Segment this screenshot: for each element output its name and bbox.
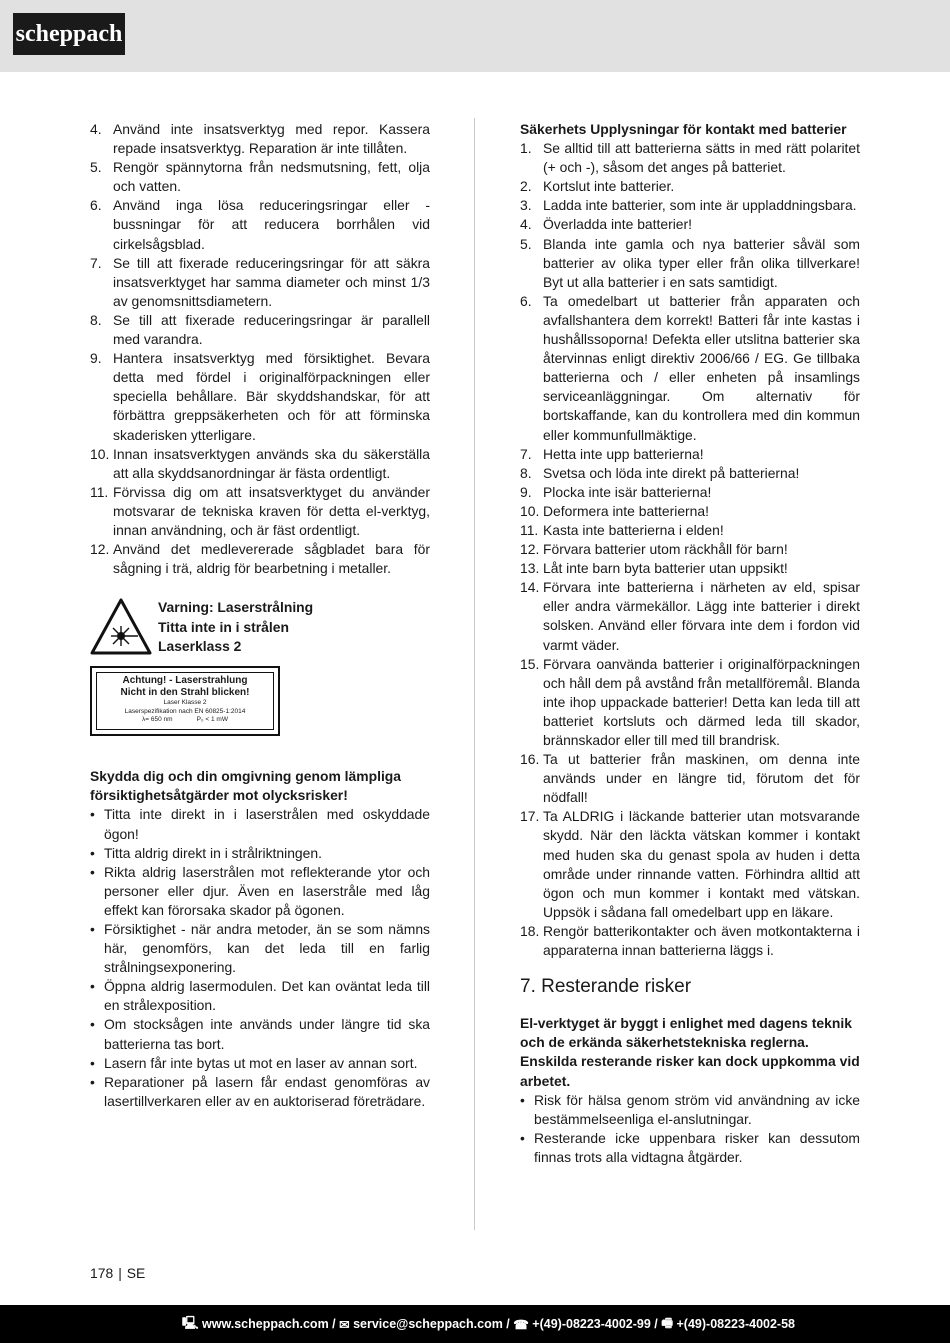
list-item: • Rikta aldrig laserstrålen mot reflekterande ytor och personer eller djur. Även en laserstråle med låg effekt kan förorsaka skador på ögonen. xyxy=(90,863,430,918)
list-item: • Om stocksågen inte används under längre tid ska batterierna tas bort. xyxy=(90,1016,430,1052)
mail-icon: ✉ xyxy=(339,1317,354,1332)
battery-safety-list xyxy=(520,139,860,960)
list-item: 1. Se alltid till att batterierna sätts in med rätt polaritet (+ och -), såsom det anges på batteriet. xyxy=(520,140,860,176)
list-item: 5. Rengör spännytorna från nedsmutsning, fett, olja och vatten. xyxy=(90,159,430,195)
fax-icon: 🖷 xyxy=(661,1315,677,1330)
battery-safety-heading: Säkerhets Upplysningar för kontakt med batterier xyxy=(520,121,847,137)
list-item: • Risk för hälsa genom ström vid användning av icke bestämmelseenliga el-anslutningar. xyxy=(520,1091,860,1127)
left-column xyxy=(90,120,430,1111)
list-item: 8. Se till att fixerade reduceringsringar är parallell med varandra. xyxy=(90,311,430,348)
list-item: 15. Förvara oanvända batterier i originalförpackningen och håll dem på avstånd från metallföremål. Blanda inte ihop uppackade batterier! Detta kan leda till att batteriet kortsluts och därmed leda till skador, brännskador eller till med till brandrisk. xyxy=(520,655,860,748)
residual-risk-bullets xyxy=(520,1091,860,1167)
list-item: 5. Blanda inte gamla och nya batterier såväl som batterier av olika typer eller från olika tillverkare! Byt ut alla batterier i en sats samtidigt. xyxy=(520,235,860,290)
list-item: 6. Ta omedelbart ut batterier från apparaten och avfallshantera dem korrekt! Batteri får inte kastas i hushållssoporna! Defekta eller utslitna batterier ska återvinnas enligt direktiv 2006/66 / EG. Ge tillbaka batterierna och / eller enheten på insamlings serviceanläggningar. Om alternativ för bortskaffande, kan du kontrollera med din kommun eller kommunfullmäktige. xyxy=(520,292,860,443)
list-item: • Öppna aldrig lasermodulen. Det kan oväntat leda till en strålexposition. xyxy=(90,978,430,1014)
website-link[interactable]: www.scheppach.com xyxy=(202,1317,329,1331)
list-item: 6. Använd inga lösa reduceringsringar eller -bussningar för att reducera borrhålen vid cirkelsågsblad. xyxy=(90,197,430,252)
list-item: 10. Deformera inte batterierna! xyxy=(520,502,709,519)
list-item: • Reparationer på lasern får endast genomföras av lasertillverkaren eller av en auktoriserad företrädare. xyxy=(90,1073,430,1109)
list-item: 12. Använd det medlevererade sågbladet bara för sågning i trä, aldrig för bearbetning i metaller. xyxy=(90,541,430,577)
list-item: 13. Låt inte barn byta batterier utan uppsikt! xyxy=(520,560,788,577)
list-item: 2. Kortslut inte batterier. xyxy=(520,178,675,195)
protection-heading: Skydda dig och din omgivning genom lämpliga försiktighetsåtgärder mot olycksrisker! xyxy=(90,768,402,804)
list-item: 8. Svetsa och löda inte direkt på batterierna! xyxy=(520,464,800,481)
brand-logo: scheppach xyxy=(13,13,125,55)
phone-number: +(49)-08223-4002-99 xyxy=(532,1317,651,1331)
list-item: 12. Förvara batterier utom räckhåll för barn! xyxy=(520,541,788,558)
list-item: 10. Innan insatsverktygen används ska du säkerställa att alla skyddsanordningar är fästa ordentligt. xyxy=(90,445,430,481)
section-title: 7. Resterande risker xyxy=(520,976,692,998)
list-item: 18. Rengör batterikontakter och även motkontakterna i apparaterna innan batterierna läggs i. xyxy=(520,922,860,959)
list-item: 17. Ta ALDRIG i läckande batterier utan motsvarande skydd. När den läckta vätskan kommer i kontakt med huden ska du genast spola av huden i detta område under rinnande vatten. Förhindra alltid att ögon och mun kommer i kontakt med vätskan. Uppsök i sådana fall omedelbart upp en läkare. xyxy=(520,808,860,920)
phone-icon: ☎ xyxy=(513,1317,533,1332)
tool-instructions-list xyxy=(90,120,430,578)
list-item: 7. Hetta inte upp batterierna! xyxy=(520,445,704,462)
list-item: • Resterande icke uppenbara risker kan dessutom finnas trots alla vidtagna åtgärder. xyxy=(520,1129,860,1165)
column-divider xyxy=(474,118,475,1230)
laser-warning-block xyxy=(90,598,430,738)
list-item: • Titta inte direkt in i laserstrålen med oskyddade ögon! xyxy=(90,806,430,842)
list-item: 4. Använd inte insatsverktyg med repor. Kassera repade insatsverktyg. Reparation är inte tillåten. xyxy=(90,121,430,157)
list-item: 9. Hantera insatsverktyg med försiktighet. Bevara detta med fördel i originalförpackningen eller speciella behållare. Bär skyddshandskar, för att förbättra greppsäkerheten och för att förminska skaderisken ytterligare. xyxy=(90,350,430,443)
list-item: 4. Överladda inte batterier! xyxy=(520,216,693,233)
list-item: 14. Förvara inte batterierna i närheten av eld, spisar eller andra värmekällor. Lägg inte batterier i direkt solsken. Använd eller förvara inte dem i fordon vid varmt väder. xyxy=(520,579,860,653)
list-item: 9. Plocka inte isär batterierna! xyxy=(520,483,712,500)
list-item: 11. Förvissa dig om att insatsverktyget du använder motsvarar de tekniska kraven för detta el-verktyg, innan användning, och är fäst ordentligt. xyxy=(90,483,430,538)
page-header xyxy=(0,0,950,72)
email-link[interactable]: service@scheppach.com xyxy=(353,1317,503,1331)
list-item: • Lasern får inte bytas ut mot en laser av annan sort. xyxy=(90,1054,418,1071)
laser-class-label: Achtung! - Laserstrahlung Nicht in den Strahl blicken! Laser Klasse 2 Laserspezifikation nach EN 60825-1:2014 λ= 650 nm P₀ < 1 mW xyxy=(90,666,280,736)
list-item: 16. Ta ut batterier från maskinen, om denna inte används under en längre tid, förutom det för nödfall! xyxy=(520,751,860,806)
fax-number: +(49)-08223-4002-58 xyxy=(676,1317,795,1331)
list-item: 11. Kasta inte batterierna i elden! xyxy=(520,521,724,538)
list-item: 7. Se till att fixerade reduceringsringar för att säkra insatsverktyget har samma diameter och minst 1/3 av genomsnittsdiametern. xyxy=(90,254,430,309)
list-item: • Försiktighet - när andra metoder, än se som nämns här, genomförs, kan det leda till en farlig strålningsexponering. xyxy=(90,921,430,976)
computer-icon: 🖳 xyxy=(181,1315,203,1330)
list-item: • Titta aldrig direkt in i strålriktningen. xyxy=(90,844,322,861)
list-item: 3. Ladda inte batterier, som inte är uppladdningsbara. xyxy=(520,197,857,214)
laser-safety-bullets xyxy=(90,805,430,1111)
right-column xyxy=(520,120,860,1167)
page-footer: 🖳 www.scheppach.com / ✉ service@scheppach.com / ☎ +(49)-08223-4002-99 / 🖷 +(49)-08223-4002-58 xyxy=(0,1305,950,1343)
laser-warning-text: Varning: Laserstrålning Titta inte in i strålen Laserklass 2 xyxy=(158,599,314,654)
laser-warning-icon xyxy=(90,598,152,656)
page-number: 178 | SE xyxy=(90,1265,146,1281)
section-intro: El-verktyget är byggt i enlighet med dagens teknik och de erkända säkerhetstekniska reglerna. Enskilda resterande risker kan dock uppkomma vid arbetet. xyxy=(520,1015,860,1089)
